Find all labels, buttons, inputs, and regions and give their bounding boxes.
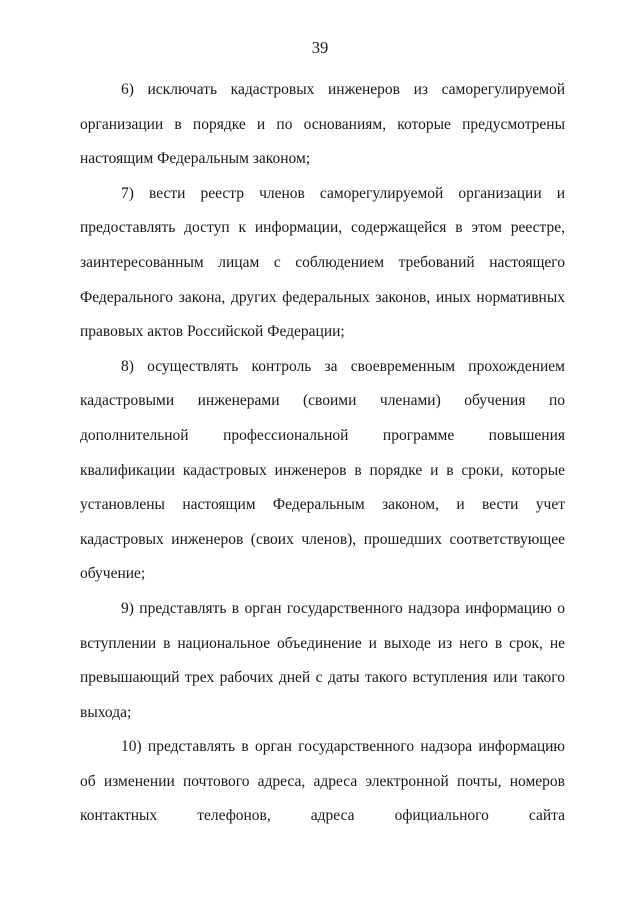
- paragraph-item-7: 7) вести реестр членов саморегулируемой организации и предоставлять доступ к информации, содержащейся в этом реестре, заинтересованным лицам с соблюдением требований настоящего Федерального закона, других федеральных законов, иных нормативных правовых актов Российской Федерации;: [80, 184, 565, 341]
- paragraph-item-6: 6) исключать кадастровых инженеров из саморегулируемой организации в порядке и по основаниям, которые предусмотрены настоящим Федеральным законом;: [80, 81, 565, 168]
- paragraph-item-10: 10) представлять в орган государственного надзора информацию об изменении почтового адреса, адреса электронной почты, номеров контактных телефонов, адреса официального сайта: [80, 738, 565, 825]
- document-body: [80, 73, 565, 834]
- paragraph-item-8: 8) осуществлять контроль за своевременным прохождением кадастровыми инженерами (своими членами) обучения по дополнительной профессиональной программе повышения квалификации кадастровых инженеров в порядке и в сроки, которые установлены настоящим Федеральным законом, и вести учет кадастровых инженеров (своих членов), прошедших соответствующее обучение;: [80, 357, 565, 583]
- page-number: 39: [311, 38, 329, 57]
- paragraph-item-9: 9) представлять в орган государственного надзора информацию о вступлении в национальное объединение и выходе из него в срок, не превышающий трех рабочих дней с даты такого вступления или такого выхода;: [80, 599, 565, 721]
